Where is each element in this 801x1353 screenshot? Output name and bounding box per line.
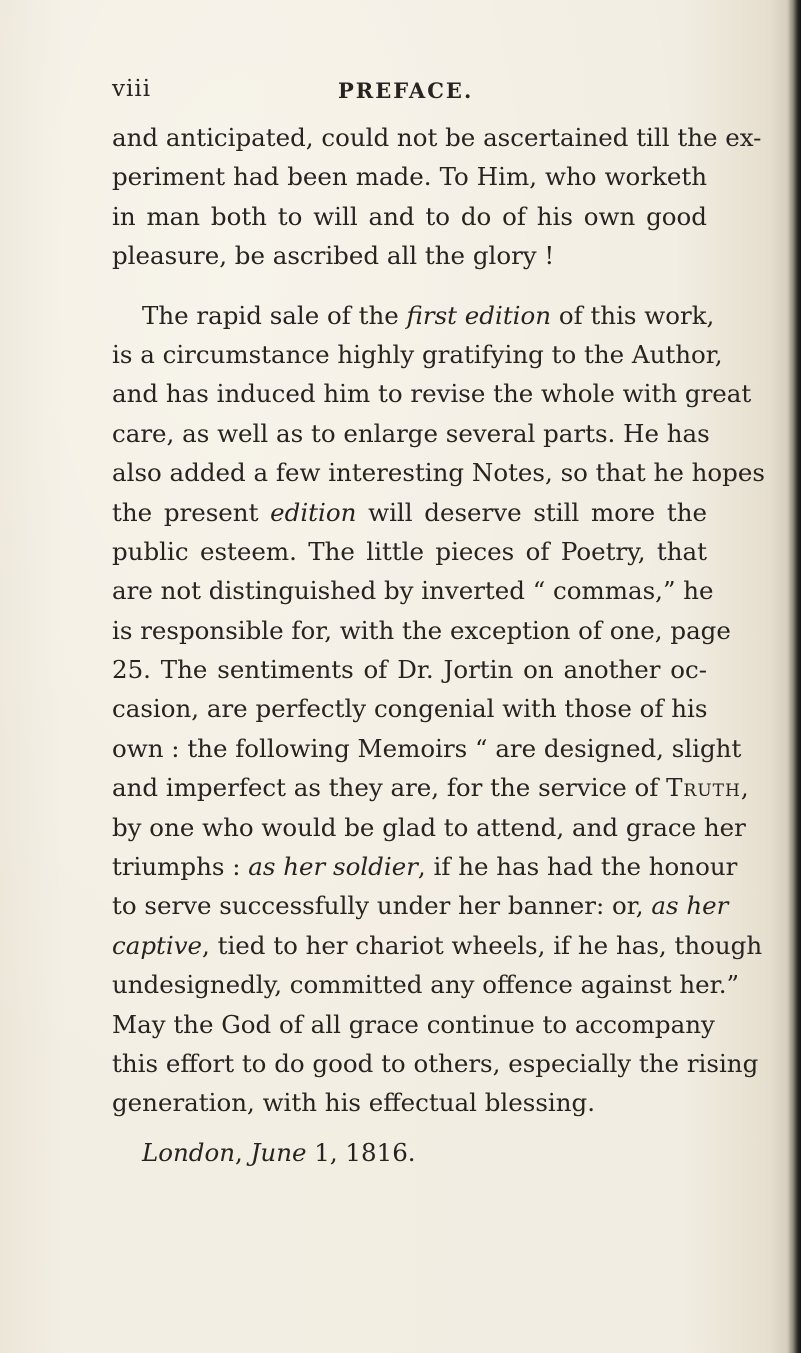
paragraph-second-edition — [112, 296, 765, 1123]
text-line: is responsible for, with the exception of one, page — [112, 615, 731, 645]
text-line: is a circumstance highly gratifying to the Author, — [112, 339, 723, 369]
sign-off-month: June — [250, 1137, 307, 1167]
text-run: to serve successfully under her banner: or, — [112, 891, 652, 921]
italic-phrase: first edition — [406, 300, 552, 330]
text-line: and has induced him to revise the whole with great — [112, 379, 752, 409]
page-number: viii — [112, 76, 152, 102]
text-line: May the God of all grace continue to accompany — [112, 1009, 715, 1039]
body-text — [112, 118, 765, 1172]
page-binding-edge — [787, 0, 801, 1353]
text-line: casion, are perfectly congenial with those of his — [112, 694, 708, 724]
italic-phrase: edition — [270, 497, 357, 527]
text-line: own : the following Memoirs “ are designed, slight — [112, 733, 742, 763]
sign-off-date: 1, 1816. — [306, 1137, 416, 1167]
text-line: public esteem. The little pieces of Poetry, that — [112, 536, 707, 566]
paragraph-gap — [112, 276, 707, 296]
text-line: care, as well as to enlarge several parts. He has — [112, 418, 710, 448]
text-line: this effort to do good to others, especially the rising — [112, 1048, 759, 1078]
italic-phrase: as her soldier — [248, 852, 418, 882]
text-line — [112, 493, 707, 532]
text-run: , — [235, 1137, 251, 1167]
text-run: The rapid sale of the — [142, 300, 407, 330]
text-run: triumphs : — [112, 852, 249, 882]
text-line — [112, 847, 738, 886]
text-run: of this work, — [551, 300, 715, 330]
text-line — [112, 926, 763, 965]
text-line: 25. The sentiments of Dr. Jortin on another oc- — [112, 655, 707, 685]
italic-phrase: as her — [651, 891, 729, 921]
text-line — [112, 768, 749, 807]
text-run: will deserve still more the — [356, 497, 707, 527]
text-line — [112, 886, 729, 925]
text-line: periment had been made. To Him, who worketh — [112, 162, 707, 192]
text-line: and anticipated, could not be ascertained till the ex- — [112, 123, 762, 152]
text-line — [112, 296, 715, 335]
sign-off-place: London — [142, 1137, 236, 1167]
text-line: in man both to will and to do of his own good — [112, 201, 707, 231]
text-line: are not distinguished by inverted “ commas,” he — [112, 576, 714, 606]
text-line: undesignedly, committed any offence against her.” — [112, 970, 740, 1000]
text-run: and imperfect as they are, for the service of — [112, 773, 667, 803]
small-caps-word: Truth — [666, 773, 741, 803]
text-line: by one who would be glad to attend, and grace her — [112, 812, 746, 842]
text-run: , tied to her chariot wheels, if he has, though — [202, 930, 763, 960]
text-line: also added a few interesting Notes, so that he hopes — [112, 458, 765, 488]
text-line: pleasure, be ascribed all the glory ! — [112, 241, 555, 271]
italic-phrase: captive — [112, 930, 203, 960]
text-line: generation, with his effectual blessing. — [112, 1088, 595, 1118]
paragraph-continued — [112, 118, 762, 276]
text-run: , — [740, 773, 749, 803]
text-run: , if he has had the honour — [417, 852, 738, 882]
place-date-signoff — [112, 1133, 707, 1172]
running-head: PREFACE. — [338, 78, 474, 103]
text-run: the present — [112, 497, 271, 527]
page-header — [112, 76, 692, 110]
